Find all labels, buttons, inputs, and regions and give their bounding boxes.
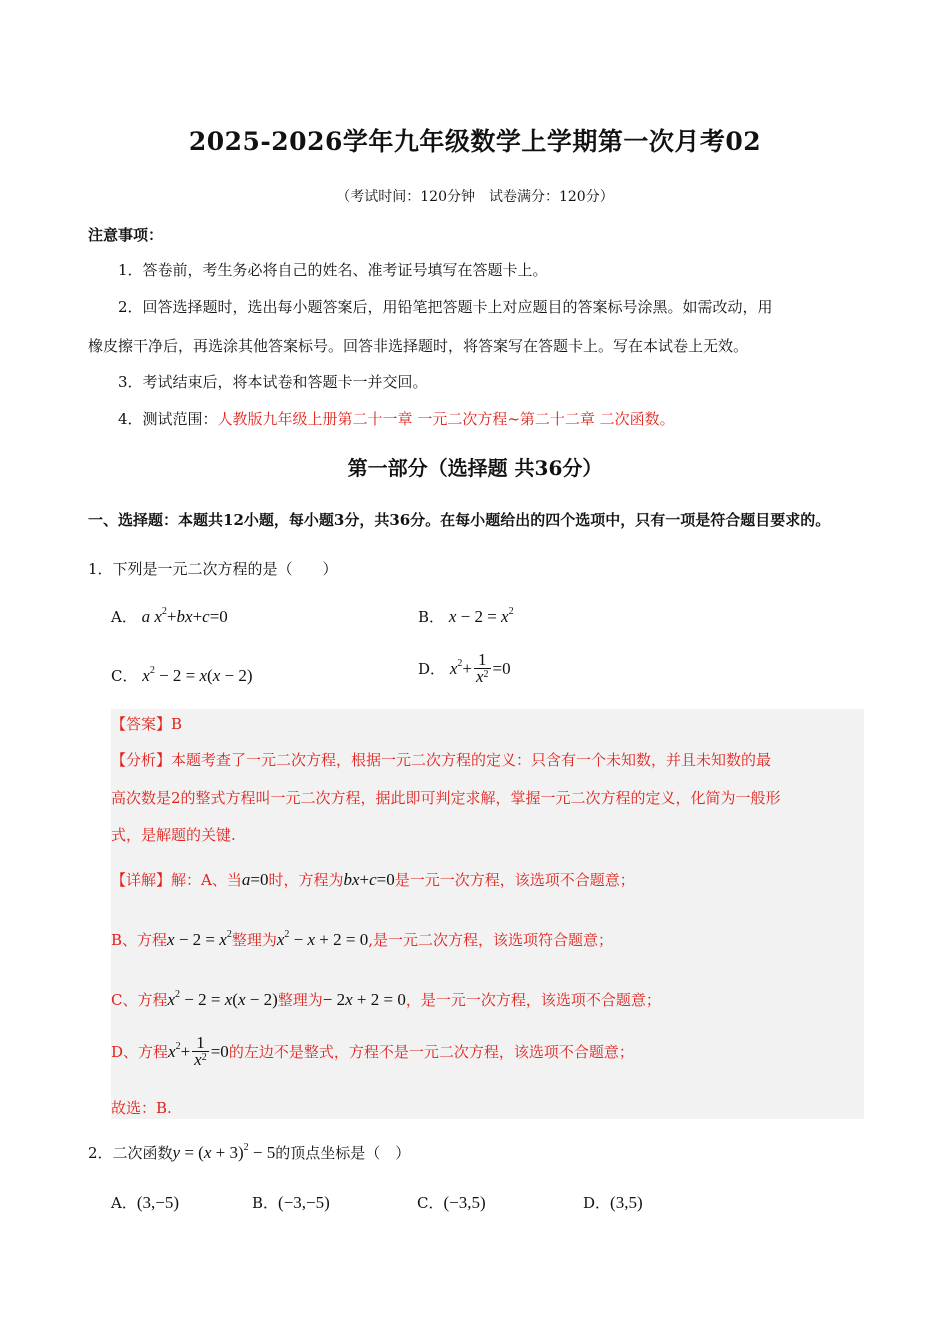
q1-option-d-formula: $x^2+$ $\frac{1}{x^2}$ =0 (449, 650, 511, 686)
detail-a-text-2: 时，方程为 (268, 871, 344, 889)
detail-c-text-3: ，是一元一次方程，该选项不合题意； (405, 991, 661, 1009)
notice-item-2a: 2．回答选择题时，选出每小题答案后，用铅笔把答题卡上对应题目的答案标号涂黑。如需改动，用 (118, 298, 773, 316)
q2-option-c (417, 1192, 486, 1213)
part-heading: 一、选择题：本题共12小题，每小题3分，共36分。在每小题给出的四个选项中，只有一项是符合题目要求的。 (88, 511, 831, 529)
q2-stem-prefix: 2．二次函数 (88, 1144, 173, 1162)
detail-a-formula-1: a=0 (241, 870, 269, 889)
q2-option-d-value: (3,5) (610, 1193, 643, 1212)
detail-b (111, 929, 613, 950)
q2-option-c-label: C． (417, 1194, 444, 1212)
notice-item-4 (118, 408, 675, 429)
test-scope: 人教版九年级上册第二十一章 一元二次方程~第二十二章 二次函数。 (217, 410, 675, 428)
detail-b-text-2: 整理为 (231, 931, 277, 949)
notice-item-4-prefix: 4．测试范围： (118, 410, 218, 428)
q1-option-d-label: D． (418, 659, 446, 678)
detail-b-text-3: ,是一元二次方程，该选项符合题意； (368, 931, 613, 949)
detail-c (111, 989, 661, 1010)
analysis-line-1: 【分析】本题考查了一元二次方程，根据一元二次方程的定义：只含有一个未知数，并且未知数的最 (111, 751, 772, 769)
q2-option-c-value: (−3,5) (443, 1193, 486, 1212)
q1-option-d (418, 652, 511, 688)
detail-c-formula-1: $x^2 - 2 = x(x - 2)$ (167, 989, 278, 1009)
notice-item-2b: 橡皮擦干净后，再选涂其他答案标号。回答非选择题时，将答案写在答题卡上。写在本试卷上无效。 (88, 337, 749, 355)
detail-d-formula: $x^2+$ $\frac{1}{x^2}$ =0 (168, 1033, 229, 1069)
detail-d-text-1: D、方程 (111, 1042, 169, 1061)
detail-d (111, 1035, 634, 1071)
q1-option-c (111, 665, 253, 686)
answer-line: 【答案】B (111, 715, 183, 733)
question-2-stem (88, 1142, 410, 1163)
q1-option-b-formula: $x - 2 = x^2$ (448, 606, 514, 626)
detail-c-formula-2: − 2x + 2 = 0 (322, 990, 406, 1009)
q1-option-b (418, 606, 514, 627)
detail-tag: 【详解】 (111, 871, 172, 889)
detail-d-text-2: 的左边不是整式，方程不是一元二次方程，该选项不合题意； (228, 1042, 634, 1061)
detail-b-formula-1: $x - 2 = x^2$ (167, 929, 232, 949)
analysis-line-2: 高次数是2的整式方程叫一元二次方程，据此即可判定求解，掌握一元二次方程的定义，化简为一般形 (111, 789, 781, 807)
detail-c-text-2: 整理为 (277, 991, 323, 1009)
q1-option-c-label: C． (111, 667, 138, 685)
section-title: 第一部分（选择题 共36分） (347, 456, 603, 480)
notice-item-1: 1．答卷前，考生务必将自己的姓名、准考证号填写在答题卡上。 (118, 261, 548, 279)
q1-option-c-formula: $x^2 - 2 = x(x - 2)$ (142, 665, 253, 685)
q2-option-a-value: (3,−5) (136, 1193, 180, 1212)
notice-item-3: 3．考试结束后，将本试卷和答题卡一并交回。 (118, 373, 428, 391)
q2-option-a-label: A． (111, 1194, 137, 1212)
page-title: 2025-2026学年九年级数学上学期第一次月考02 (188, 127, 762, 156)
q2-option-b (252, 1192, 330, 1213)
detail-b-formula-2: $x^2 - x + 2 = 0$ (276, 929, 369, 949)
q2-option-a (111, 1192, 179, 1213)
detail-c-text-1: C、方程 (111, 991, 168, 1009)
q1-option-a (111, 606, 228, 627)
question-1-stem: 1．下列是一元二次方程的是（ ） (88, 560, 338, 578)
detail-a-formula-2: bx+c=0 (343, 870, 395, 889)
detail-a-text-1: 解：A、当 (171, 871, 242, 889)
q1-option-a-label: A． (111, 608, 137, 626)
q2-option-d (583, 1192, 643, 1213)
q2-function-formula: $y = (x + 3)^2 - 5$ (172, 1142, 276, 1162)
exam-info: （考试时间：120分钟 试卷满分：120分） (336, 189, 614, 205)
analysis-line-3: 式，是解题的关键. (111, 826, 236, 844)
detail-a-text-3: 是一元一次方程，该选项不合题意； (394, 871, 635, 889)
q1-option-b-label: B． (418, 608, 445, 626)
q2-stem-suffix: 的顶点坐标是（ ） (275, 1144, 411, 1162)
q2-option-b-label: B． (252, 1194, 279, 1212)
q1-option-a-formula: a $x^2+bx+c=0$ (141, 606, 228, 626)
detail-a (111, 869, 635, 890)
conclusion: 故选：B. (111, 1099, 172, 1117)
detail-b-text-1: B、方程 (111, 931, 168, 949)
q2-option-d-label: D． (583, 1194, 611, 1212)
q2-option-b-value: (−3,−5) (278, 1193, 330, 1212)
notice-heading: 注意事项： (88, 226, 164, 244)
